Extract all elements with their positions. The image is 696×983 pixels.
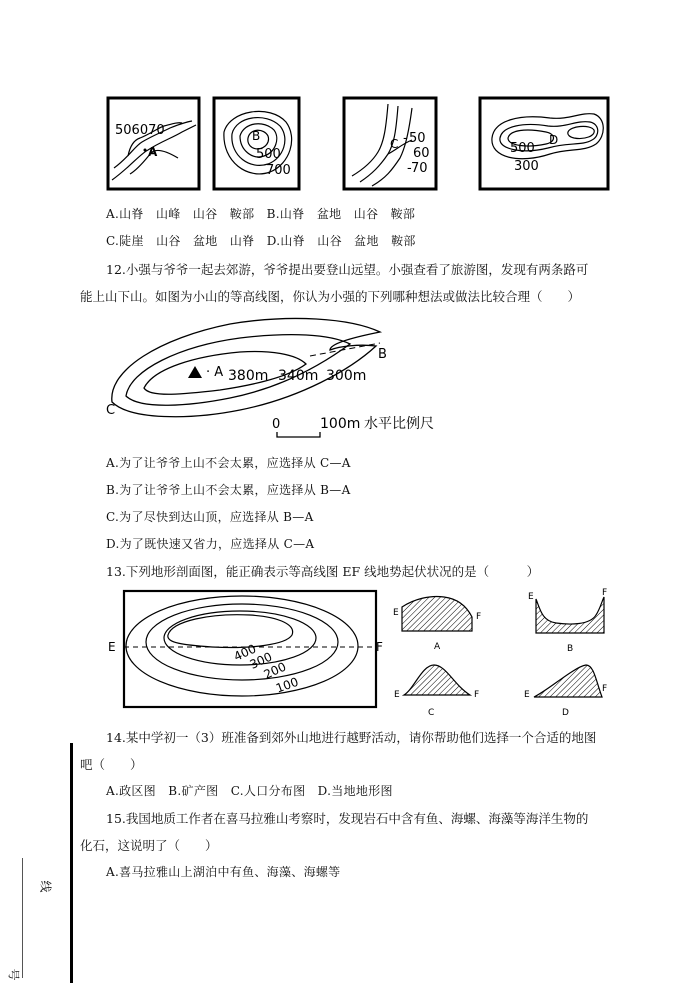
scale-value: 100m — [320, 416, 361, 432]
point-b: B — [378, 347, 387, 362]
svg-text:E: E — [528, 592, 534, 602]
q12-contour-map — [100, 310, 480, 440]
map2-label-500: 500 — [256, 147, 281, 162]
q15-stem-line1: 15.我国地质工作者在喜马拉雅山考察时，发现岩石中含有鱼、海螺、海藻等海洋生物的 — [106, 811, 589, 826]
point-c: C — [106, 403, 116, 418]
binding-fragment: 号 — [6, 968, 21, 981]
q15-stem-line2: 化石，这说明了（ ） — [80, 838, 218, 853]
binding-rule — [22, 858, 23, 978]
profile-b — [528, 588, 607, 654]
contour-label-300: 300m — [326, 368, 367, 384]
map3-label-50: 50 — [409, 131, 426, 146]
svg-text:E: E — [393, 608, 399, 618]
map4-label-300: 300 — [514, 159, 539, 174]
q11-maps — [100, 92, 620, 202]
path-b-dashed — [310, 343, 380, 356]
svg-text:F: F — [602, 588, 608, 598]
peak-label: · A — [206, 365, 224, 380]
q12-option-b: B.为了让爷爷上山不会太累，应选择从 B—A — [106, 483, 351, 497]
profile-a-label: A — [434, 642, 441, 652]
q13-label-200: 200 — [261, 659, 289, 682]
binding-char: 线 — [38, 880, 53, 893]
q13-label-100: 100 — [273, 674, 301, 696]
map1-label-values: 506070 — [115, 123, 165, 138]
svg-text:E: E — [524, 690, 530, 700]
profile-d — [524, 665, 607, 718]
map3-label-c: C — [390, 137, 399, 151]
svg-text:-: - — [407, 161, 412, 176]
q12-option-a: A.为了让爷爷上山不会太累，应选择从 C—A — [106, 456, 351, 470]
q13-contour-map — [100, 585, 390, 715]
profile-a — [393, 596, 481, 652]
q15-option-a: A.喜马拉雅山上湖泊中有鱼、海藻、海螺等 — [106, 865, 341, 879]
q12-option-c: C.为了尽快到达山顶，应选择从 B—A — [106, 510, 314, 524]
profile-c-label: C — [428, 708, 435, 718]
map1-label-a: A — [148, 145, 158, 159]
map2-label-b: B — [252, 129, 261, 143]
q13-map-f: F — [376, 640, 383, 654]
q12-stem-line1: 12.小强与爷爷一起去郊游，爷爷提出要登山远望。小强查看了旅游图，发现有两条路可 — [106, 262, 589, 277]
profile-b-label: B — [567, 644, 574, 654]
scale-bar — [277, 432, 320, 437]
svg-text:-: - — [403, 131, 408, 146]
q11-options-row1: A.山脊 山峰 山谷 鞍部 B.山脊 盆地 山谷 鞍部 — [106, 207, 416, 221]
svg-text:F: F — [474, 690, 480, 700]
contour-label-340: 340m — [278, 368, 319, 384]
contour-label-380: 380m — [228, 368, 269, 384]
map4-label-500: 500 — [510, 141, 535, 156]
q12-stem-line2: 能上山下山。如图为小山的等高线图，你认为小强的下列哪种想法或做法比较合理（ ） — [80, 289, 581, 304]
q13-label-300: 300 — [247, 649, 275, 672]
map4-contours — [492, 114, 603, 159]
map3-label-60: 60 — [413, 146, 430, 161]
q12-option-d: D.为了既快速又省力，应选择从 C—A — [106, 537, 315, 551]
q11-options-row2: C.陡崖 山谷 盆地 山脊 D.山脊 山谷 盆地 鞍部 — [106, 234, 416, 248]
scale-text: 水平比例尺 — [364, 416, 434, 432]
q13-profiles — [390, 585, 620, 725]
q13-stem: 13.下列地形剖面图，能正确表示等高线图 EF 线地势起伏状况的是（ ） — [106, 564, 540, 579]
q13-label-400: 400 — [231, 641, 259, 664]
svg-text:E: E — [394, 690, 400, 700]
q14-stem-line1: 14.某中学初一（3）班准备到郊外山地进行越野活动，请你帮助他们选择一个合适的地图 — [106, 730, 597, 745]
q14-options: A.政区图 B.矿产图 C.人口分布图 D.当地地形图 — [106, 784, 393, 798]
binding-line — [70, 743, 73, 983]
peak-triangle — [188, 366, 202, 378]
scale-zero: 0 — [272, 417, 281, 432]
map4-label-d: D — [549, 133, 559, 147]
map3-label-70: 70 — [411, 161, 428, 176]
map1-frame — [108, 98, 199, 189]
profile-c — [394, 665, 479, 718]
svg-text:F: F — [476, 612, 482, 622]
map4-frame — [480, 98, 608, 189]
map2-label-700: 700 — [266, 163, 291, 178]
profile-d-label: D — [562, 708, 569, 718]
svg-text:F: F — [602, 684, 608, 694]
q14-stem-line2: 吧（ ） — [80, 757, 143, 772]
q13-map-e: E — [108, 640, 116, 654]
